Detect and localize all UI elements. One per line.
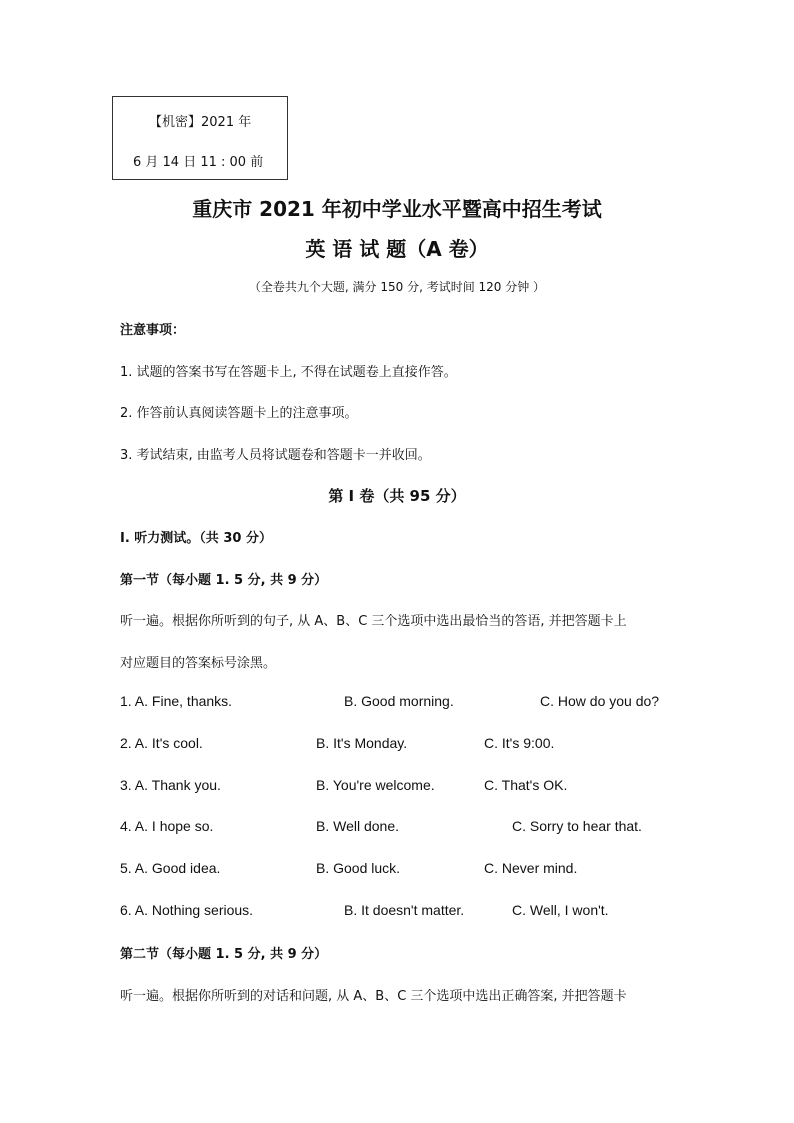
note-item-3: 3. 考试结束, 由监考人员将试题卷和答题卡一并收回。 <box>120 448 431 463</box>
notes-heading: 注意事项： <box>120 323 186 338</box>
exam-info: （全卷共九个大题, 满分 150 分, 考试时间 120 分钟 ） <box>248 280 546 294</box>
q4-option-a: 4. A. I hope so. <box>120 818 214 834</box>
section1-instruction-line-2: 对应题目的答案标号涂黑。 <box>120 656 277 671</box>
section2-instruction-line-1: 听一遍。根据你所听到的对话和问题, 从 A、B、C 三个选项中选出正确答案, 并把答题卡 <box>120 989 627 1004</box>
part1-heading: I. 听力测试。（共 30 分） <box>120 531 272 546</box>
section1-heading: 第一节（每小题 1. 5 分, 共 9 分） <box>120 573 328 588</box>
note-item-1: 1. 试题的答案书写在答题卡上, 不得在试题卷上直接作答。 <box>120 365 457 380</box>
q3-option-b: B. You're welcome. <box>316 777 435 793</box>
exam-title: 重庆市 2021 年初中学业水平暨高中招生考试 <box>192 197 602 221</box>
q5-option-b: B. Good luck. <box>316 860 401 876</box>
q2-option-b: B. It's Monday. <box>316 735 408 751</box>
q1-option-a: 1. A. Fine, thanks. <box>120 693 233 709</box>
q3-option-a: 3. A. Thank you. <box>120 777 221 793</box>
q4-option-b: B. Well done. <box>316 818 400 834</box>
q6-option-a: 6. A. Nothing serious. <box>120 902 254 918</box>
q3-option-c: C. That's OK. <box>484 777 568 793</box>
section2-heading: 第二节（每小题 1. 5 分, 共 9 分） <box>120 947 328 962</box>
q5-option-a: 5. A. Good idea. <box>120 860 221 876</box>
q4-option-c: C. Sorry to hear that. <box>512 818 642 834</box>
q1-option-c: C. How do you do? <box>540 693 660 709</box>
volume-title: 第 I 卷（共 95 分） <box>328 487 466 505</box>
confidential-line-1: 【机密】2021 年 <box>149 115 252 130</box>
q2-option-c: C. It's 9:00. <box>484 735 555 751</box>
q2-option-a: 2. A. It's cool. <box>120 735 203 751</box>
exam-subtitle: 英 语 试 题（A 卷） <box>305 237 489 261</box>
q5-option-c: C. Never mind. <box>484 860 578 876</box>
q6-option-b: B. It doesn't matter. <box>344 902 465 918</box>
q6-option-c: C. Well, I won't. <box>512 902 609 918</box>
confidential-line-2: 6 月 14 日 11 : 00 前 <box>133 155 264 170</box>
note-item-2: 2. 作答前认真阅读答题卡上的注意事项。 <box>120 406 358 421</box>
section1-instruction-line-1: 听一遍。根据你所听到的句子, 从 A、B、C 三个选项中选出最恰当的答语, 并把答题卡上 <box>120 614 627 629</box>
q1-option-b: B. Good morning. <box>344 693 454 709</box>
confidential-box <box>112 96 288 180</box>
